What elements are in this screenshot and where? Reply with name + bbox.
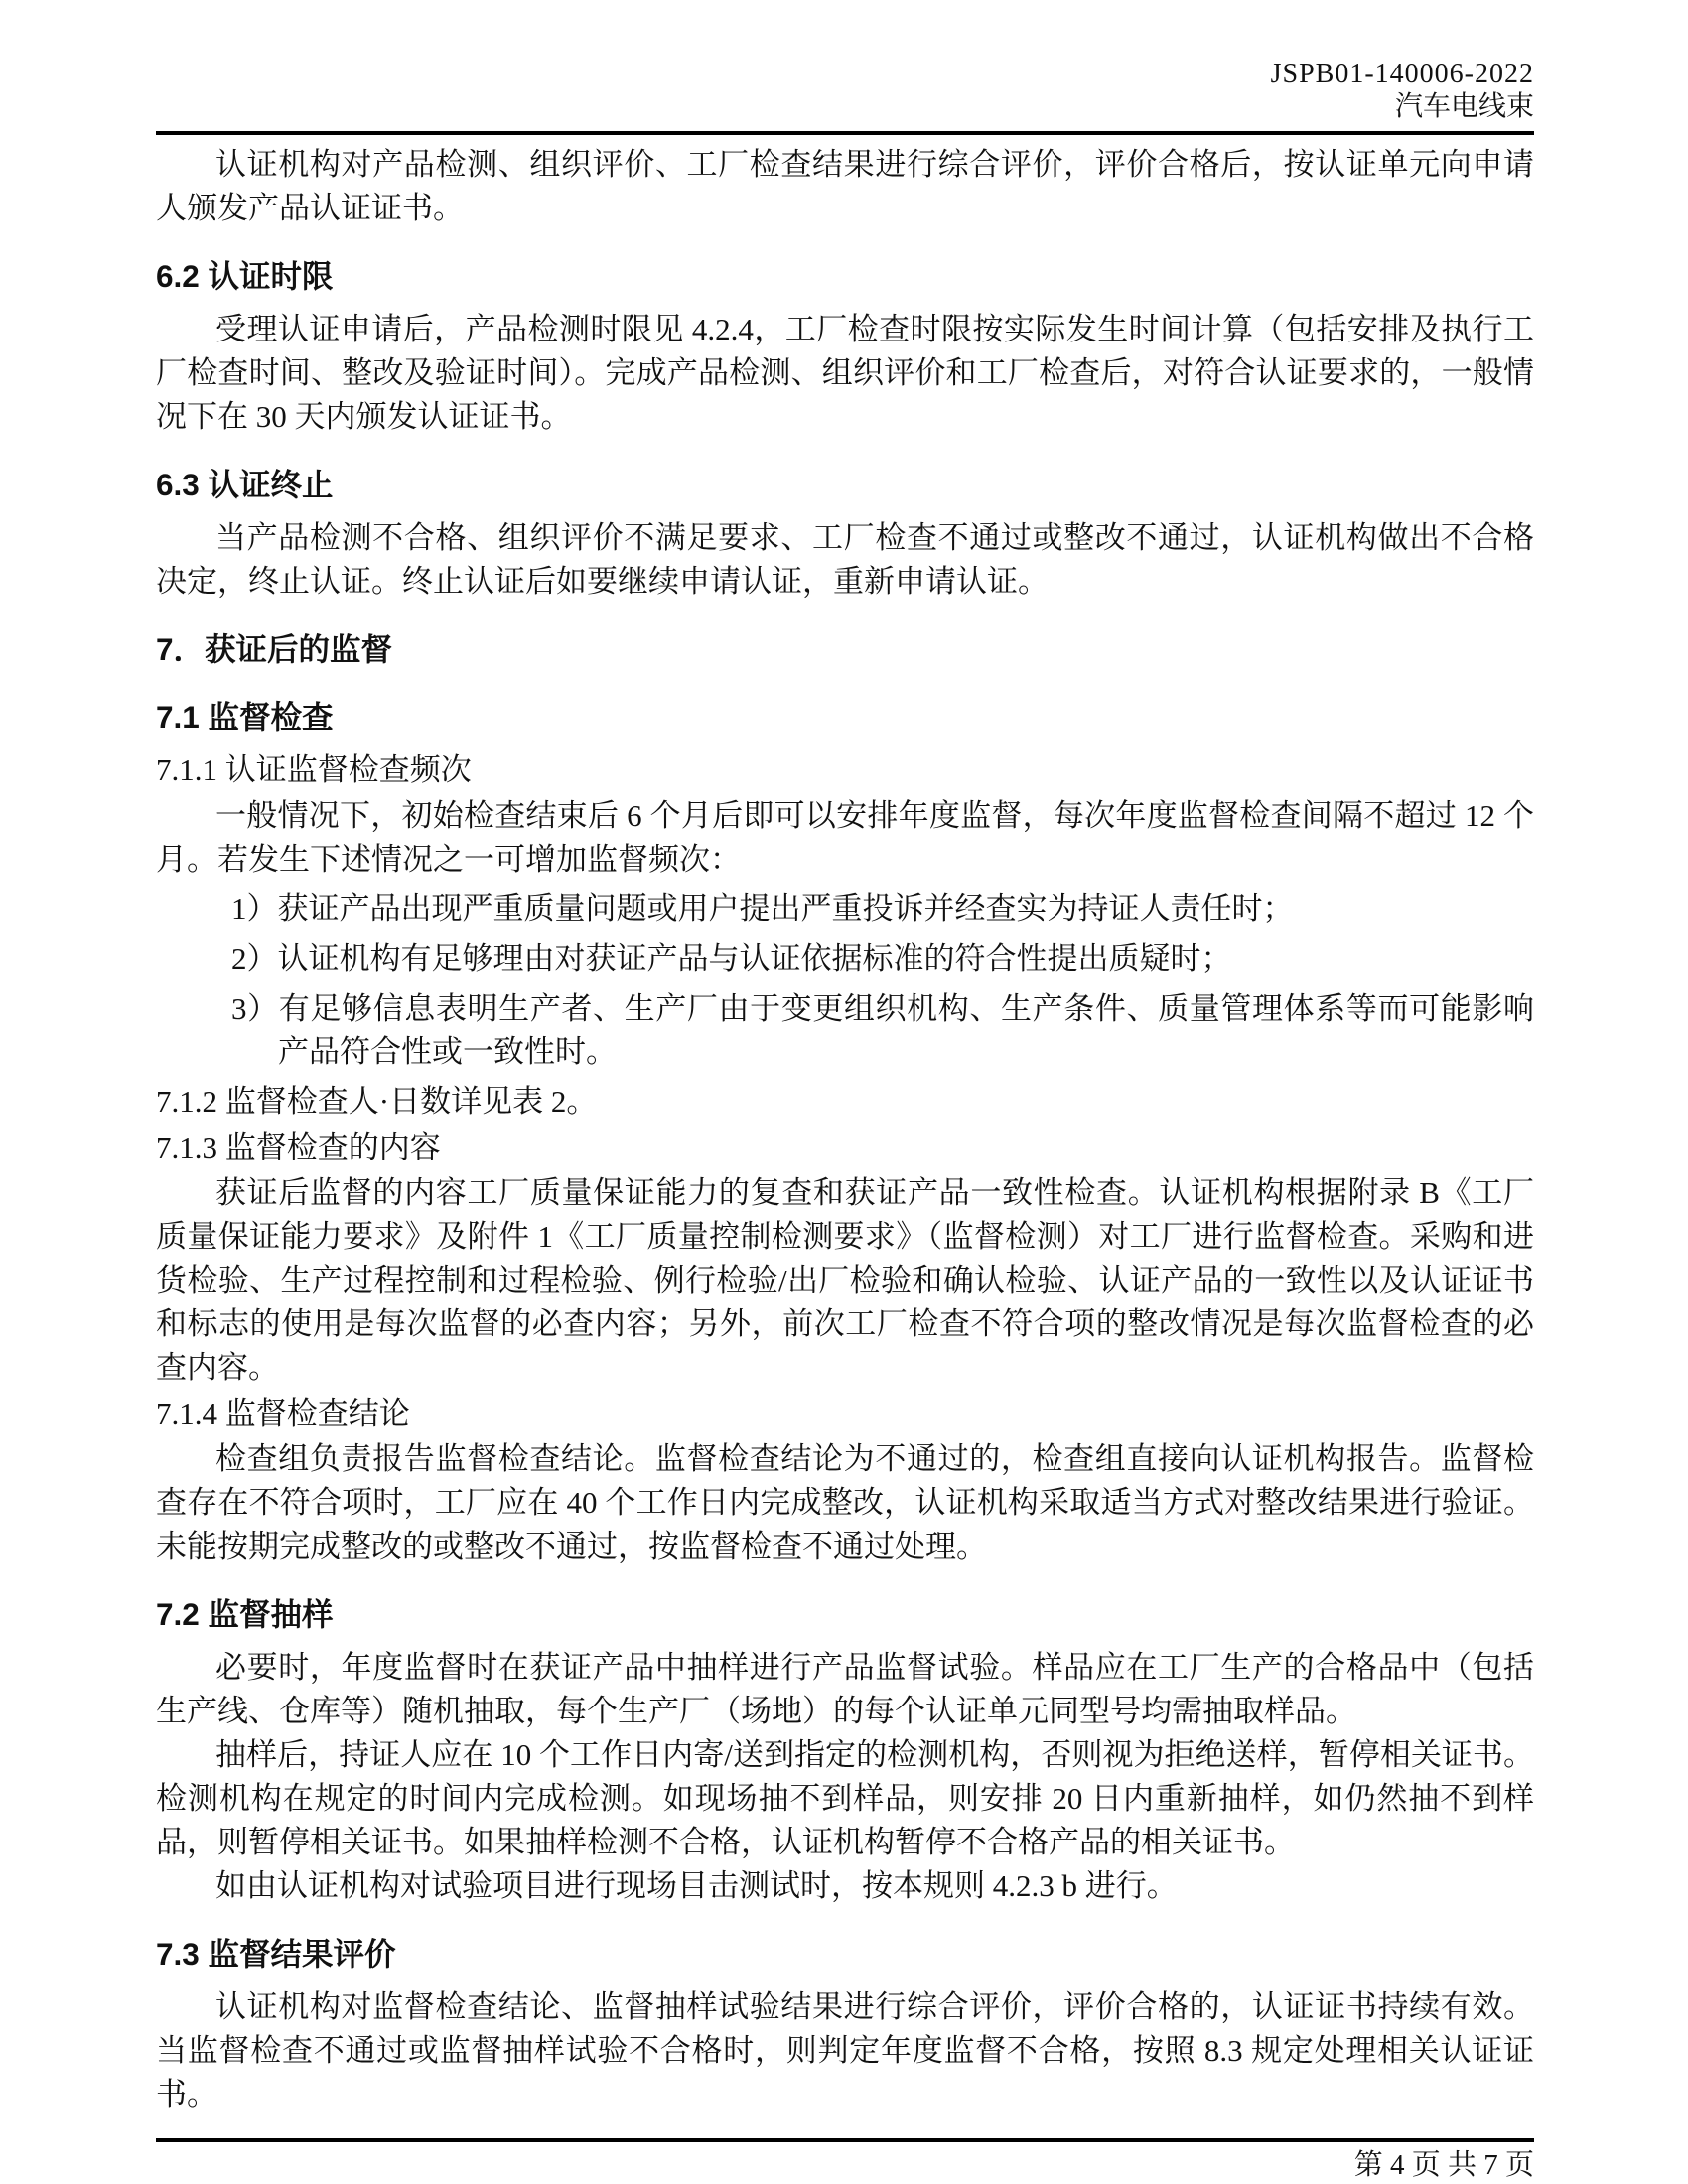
paragraph-certification-termination: 当产品检测不合格、组织评价不满足要求、工厂检查不通过或整改不通过，认证机构做出不合格决定，终止认证。终止认证后如要继续申请认证，重新申请认证。 — [156, 520, 1534, 599]
paragraph-inspection-frequency: 一般情况下，初始检查结束后 6 个月后即可以安排年度监督，每次年度监督检查间隔不超过 12 个月。若发生下述情况之一可增加监督频次： — [156, 798, 1534, 877]
paragraph-certification-time-limit: 受理认证申请后，产品检测时限见 4.2.4，工厂检查时限按实际发生时间计算（包括安排及执行工厂检查时间、整改及验证时间）。完成产品检测、组织评价和工厂检查后，对符合认证要求的，一般情况下在 30 天内颁发认证证书。 — [156, 312, 1534, 434]
paragraph-sampling-requirements: 必要时，年度监督时在获证产品中抽样进行产品监督试验。样品应在工厂生产的合格品中（包括生产线、仓库等）随机抽取，每个生产厂（场地）的每个认证单元同型号均需抽取样品。 — [156, 1650, 1534, 1728]
heading-7-2-supervision-sampling: 7.2 监督抽样 — [156, 1596, 334, 1632]
page-header — [156, 58, 1534, 123]
heading-7-1-supervision-inspection: 7.1 监督检查 — [156, 699, 334, 735]
list-item-3: 3）有足够信息表明生产者、生产厂由于变更组织机构、生产条件、质量管理体系等而可能影响产品符合性或一致性时。 — [231, 991, 1534, 1069]
paragraph-comprehensive-evaluation: 认证机构对产品检测、组织评价、工厂检查结果进行综合评价，评价合格后，按认证单元向申请人颁发产品认证证书。 — [156, 147, 1534, 225]
header-divider — [156, 131, 1534, 135]
heading-6-2-certification-time-limit: 6.2 认证时限 — [156, 258, 334, 294]
paragraph-sampling-delivery: 抽样后，持证人应在 10 个工作日内寄/送到指定的检测机构，否则视为拒绝送样，暂停相关证书。检测机构在规定的时间内完成检测。如现场抽不到样品，则安排 20 日内重新抽样，如仍然抽不到样品，则暂停相关证书。如果抽样检测不合格，认证机构暂停不合格产品的相关证书。 — [156, 1737, 1534, 1859]
paragraph-inspection-content: 获证后监督的内容工厂质量保证能力的复查和获证产品一致性检查。认证机构根据附录 B《工厂质量保证能力要求》及附件 1《工厂质量控制检测要求》（监督检测）对工厂进行监督检查。采购和进货检验、生产过程控制和过程检验、例行检验/出厂检验和确认检验、认证产品的一致性以及认证证书和标志的使用是每次监督的必查内容；另外，前次工厂检查不符合项的整改情况是每次监督检查的必查内容。 — [156, 1175, 1534, 1385]
heading-7-post-certification-supervision: 7．获证后的监督 — [156, 631, 393, 667]
paragraph-witness-testing: 如由认证机构对试验项目进行现场目击测试时，按本规则 4.2.3 b 进行。 — [215, 1868, 1178, 1903]
footer-divider — [156, 2138, 1534, 2142]
document-body — [156, 143, 1534, 2116]
subheading-7-1-3-inspection-content: 7.1.3 监督检查的内容 — [156, 1130, 441, 1164]
heading-7-3-supervision-result-evaluation: 7.3 监督结果评价 — [156, 1936, 396, 1972]
page-number: 第 4 页 共 7 页 — [1353, 2149, 1534, 2181]
page-footer — [156, 2148, 1534, 2182]
document-product-name: 汽车电线束 — [1394, 91, 1534, 122]
list-item-2: 2）认证机构有足够理由对获证产品与认证依据标准的符合性提出质疑时； — [231, 941, 1232, 976]
paragraph-result-evaluation: 认证机构对监督检查结论、监督抽样试验结果进行综合评价，评价合格的，认证证书持续有效。当监督检查不通过或监督抽样试验不合格时，则判定年度监督不合格，按照 8.3 规定处理相关认证证书。 — [156, 1989, 1534, 2112]
document-number: JSPB01-140006-2022 — [1270, 59, 1534, 89]
subheading-7-1-2-man-days: 7.1.2 监督检查人·日数详见表 2。 — [156, 1084, 598, 1119]
list-item-1: 1）获证产品出现严重质量问题或用户提出严重投诉并经查实为持证人责任时； — [231, 891, 1294, 926]
heading-6-3-certification-termination: 6.3 认证终止 — [156, 467, 334, 502]
subheading-7-1-1-inspection-frequency: 7.1.1 认证监督检查频次 — [156, 752, 472, 787]
paragraph-inspection-conclusion: 检查组负责报告监督检查结论。监督检查结论为不通过的，检查组直接向认证机构报告。监督检查存在不符合项时，工厂应在 40 个工作日内完成整改，认证机构采取适当方式对整改结果进行验证。未能按期完成整改的或整改不通过，按监督检查不通过处理。 — [156, 1441, 1534, 1564]
subheading-7-1-4-inspection-conclusion: 7.1.4 监督检查结论 — [156, 1396, 410, 1431]
